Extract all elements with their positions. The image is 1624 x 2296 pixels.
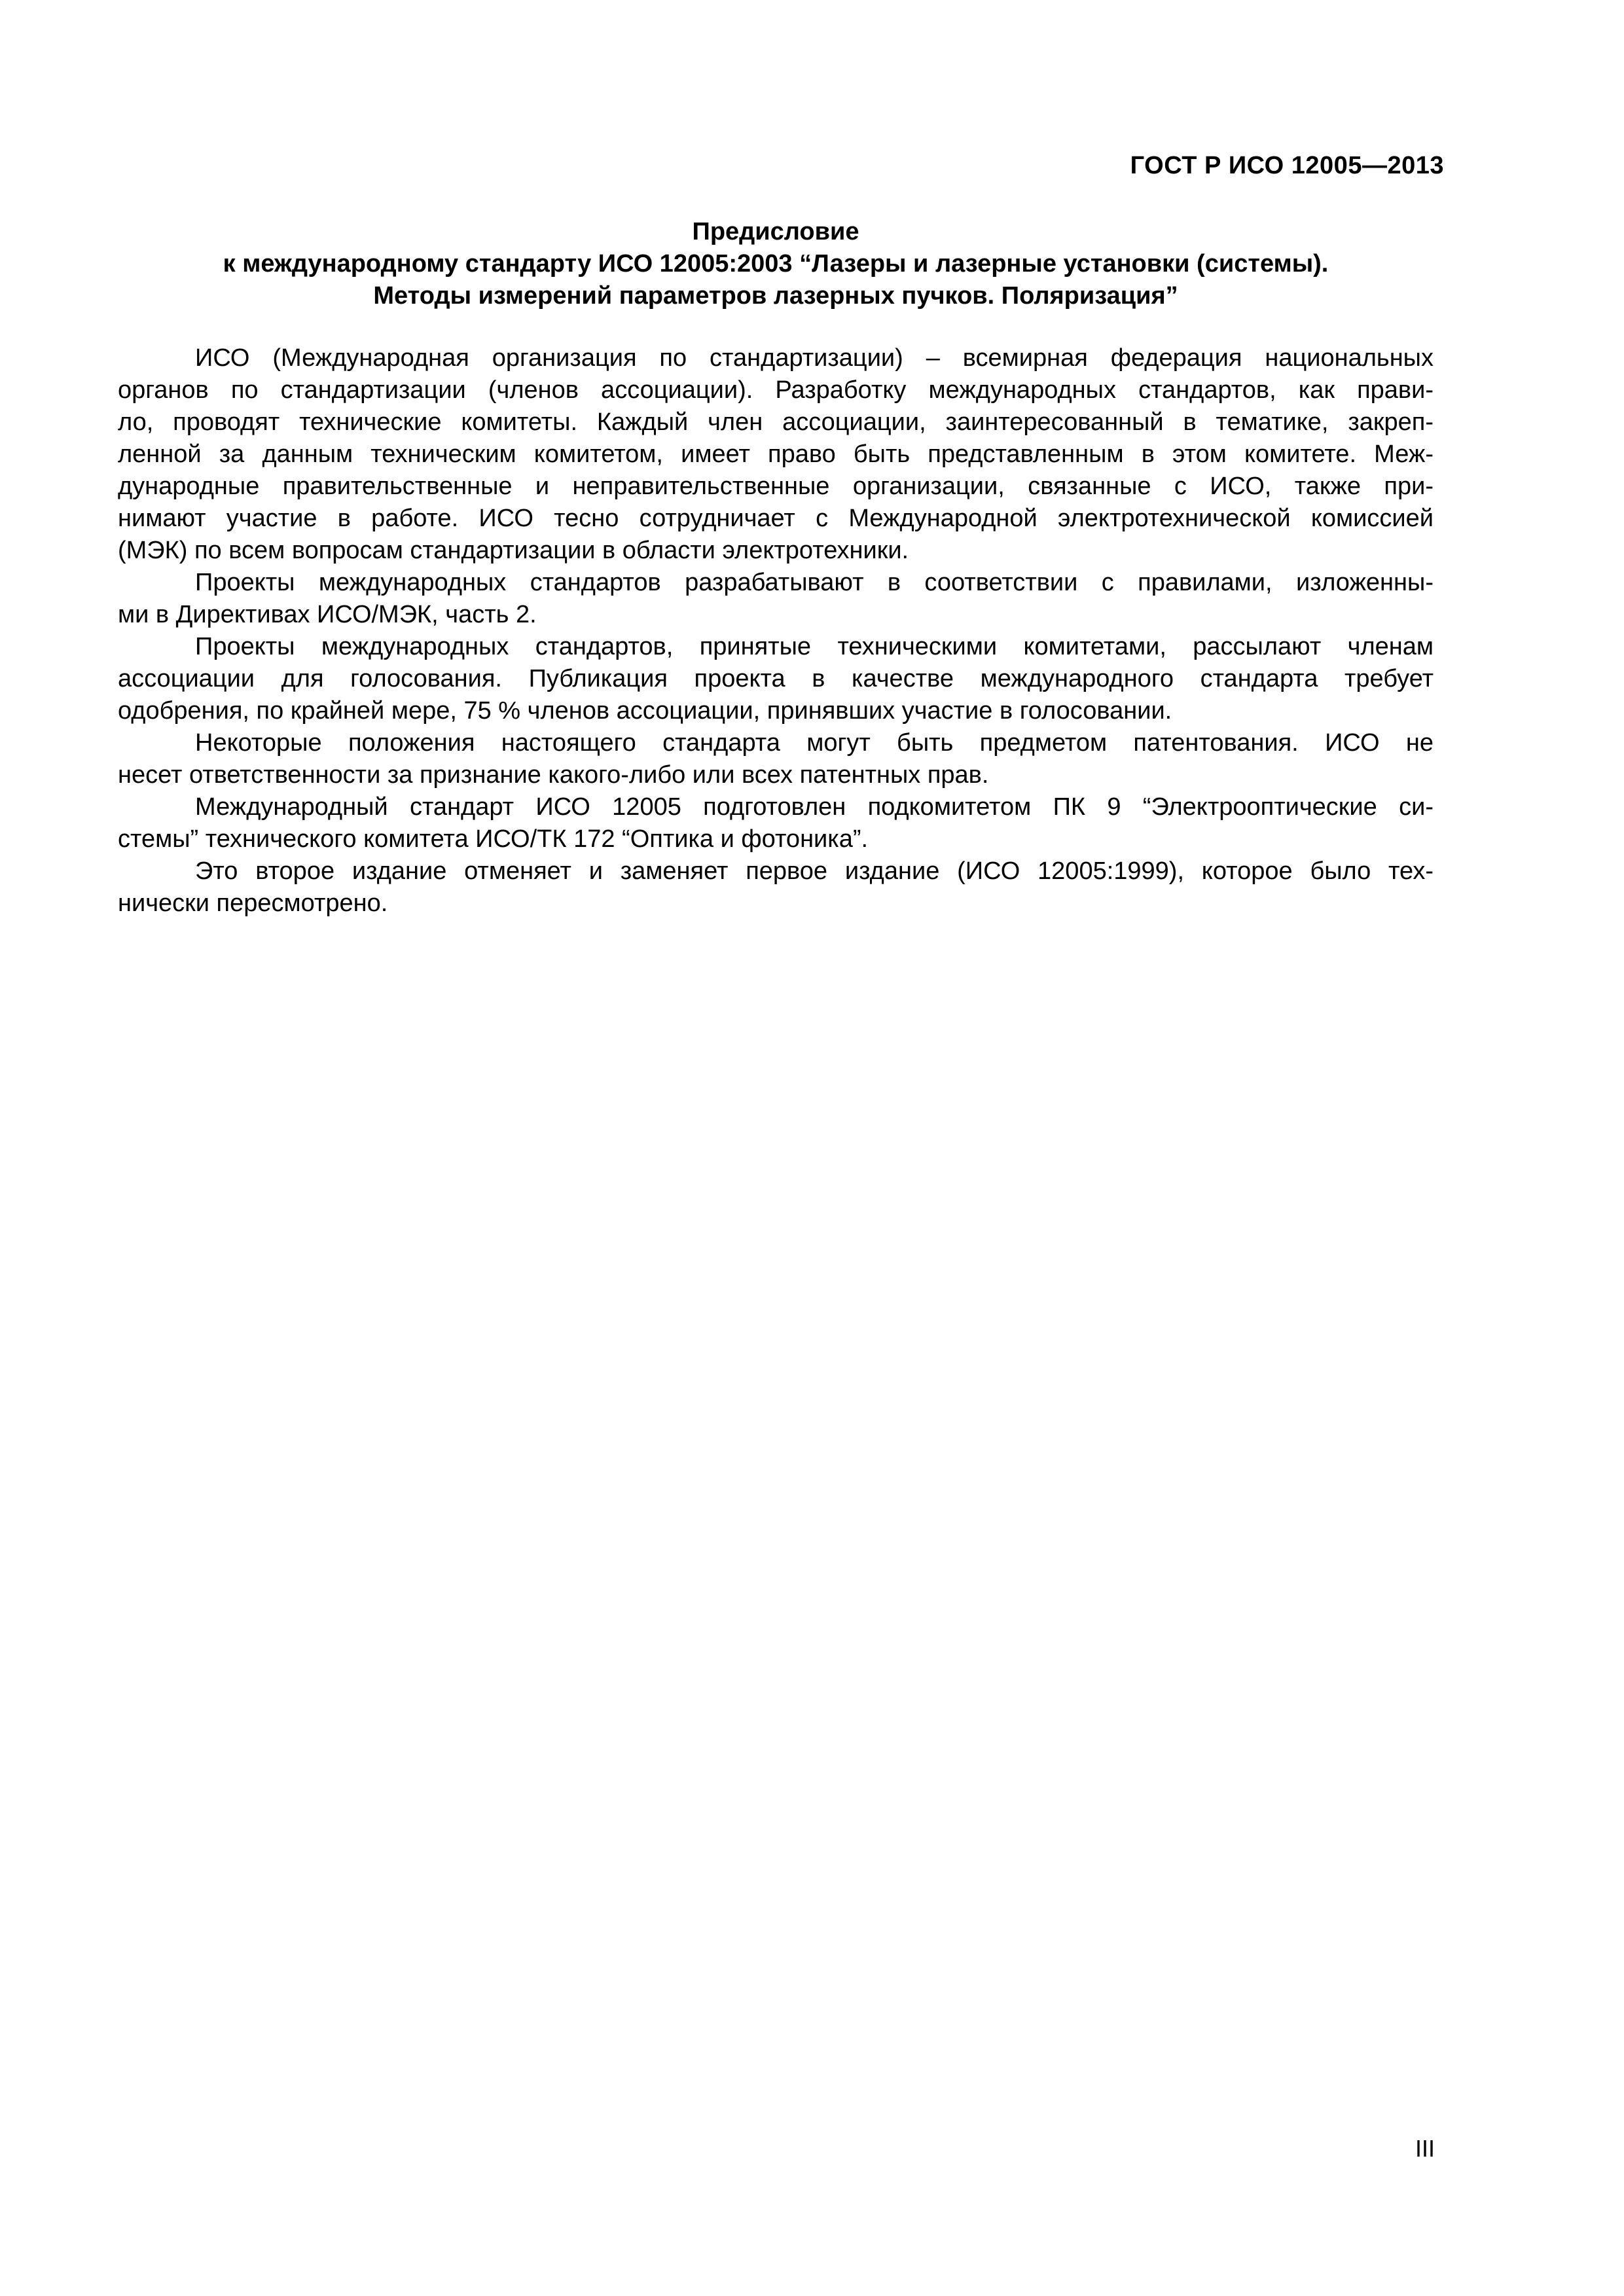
text-line: Проекты международных стандартов разрабатывают в соответствии с правилами, изложенны- xyxy=(195,569,1434,596)
title-line-2: к международному стандарту ИСО 12005:2003 “Лазеры и лазерные установки (системы). xyxy=(223,250,1329,278)
document-code: ГОСТ Р ИСО 12005—2013 xyxy=(1130,152,1444,179)
text-line: Международный стандарт ИСО 12005 подготовлен подкомитетом ПК 9 “Электрооптические си- xyxy=(195,793,1434,821)
paragraph xyxy=(118,727,1434,791)
text-line: ленной за данным техническим комитетом, имеет право быть представленным в этом комитете. Меж- xyxy=(118,440,1434,468)
paragraph xyxy=(118,855,1434,920)
text-line: ло, проводят технические комитеты. Каждый член ассоциации, заинтересованный в тематике, закреп- xyxy=(118,408,1434,436)
paragraph xyxy=(118,567,1434,631)
text-line: несет ответственности за признание какого-либо или всех патентных прав. xyxy=(118,761,989,789)
text-line: стемы” технического комитета ИСО/ТК 172 “Оптика и фотоника”. xyxy=(118,825,869,853)
title-line-1: Предисловие xyxy=(692,218,859,245)
text-line: ми в Директивах ИСО/МЭК, часть 2. xyxy=(118,601,537,628)
text-line: нимают участие в работе. ИСО тесно сотрудничает с Международной электротехнической комиссией xyxy=(118,505,1434,532)
text-line: Некоторые положения настоящего стандарта могут быть предметом патентования. ИСО не xyxy=(195,729,1434,757)
foreword-title xyxy=(118,216,1434,312)
foreword-body xyxy=(118,342,1434,920)
text-line: дународные правительственные и неправительственные организации, связанные с ИСО, также при- xyxy=(118,473,1434,500)
page-number: III xyxy=(1415,2135,1435,2162)
paragraph xyxy=(118,342,1434,567)
text-line: ИСО (Международная организация по стандартизации) – всемирная федерация национальных xyxy=(195,344,1434,372)
paragraph xyxy=(118,791,1434,855)
paragraph xyxy=(118,631,1434,727)
title-line-3: Методы измерений параметров лазерных пучков. Поляризация” xyxy=(373,282,1178,310)
text-line: (МЭК) по всем вопросам стандартизации в области электротехники. xyxy=(118,537,909,564)
text-line: Это второе издание отменяет и заменяет первое издание (ИСО 12005:1999), которое было тех- xyxy=(195,857,1434,885)
text-line: органов по стандартизации (членов ассоциации). Разработку международных стандартов, как прави- xyxy=(118,376,1434,404)
text-line: одобрения, по крайней мере, 75 % членов ассоциации, принявших участие в голосовании. xyxy=(118,697,1172,725)
text-line: Проекты международных стандартов, принятые техническими комитетами, рассылают членам xyxy=(195,633,1434,660)
text-line: нически пересмотрено. xyxy=(118,889,388,917)
text-line: ассоциации для голосования. Публикация проекта в качестве международного стандарта требует xyxy=(118,665,1434,692)
